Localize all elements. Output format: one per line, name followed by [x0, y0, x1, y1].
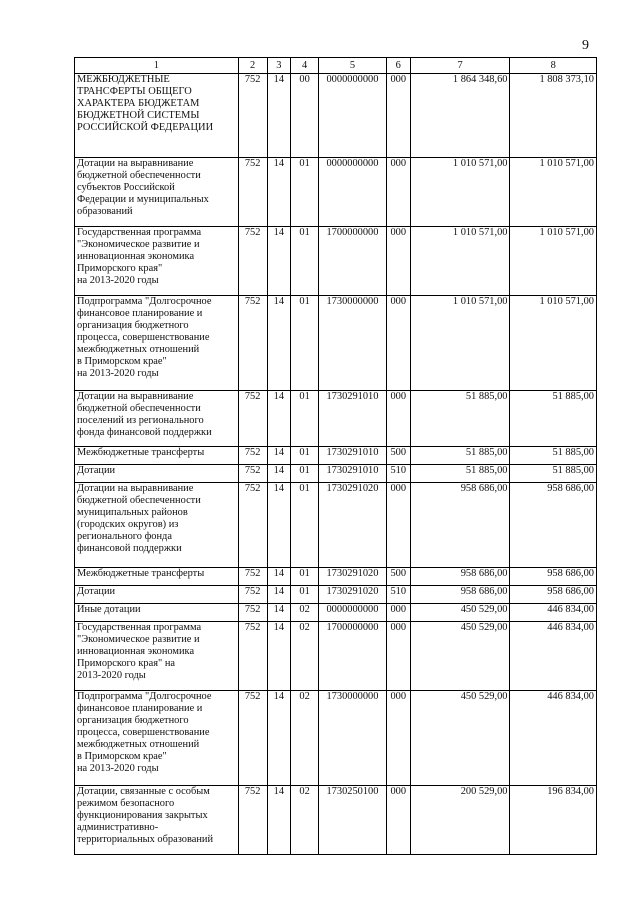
- column-header-2: 2: [238, 58, 267, 74]
- amount-year2-cell: 51 885,00: [510, 447, 597, 465]
- row-name-line: МЕЖБЮДЖЕТНЫЕ: [77, 74, 170, 85]
- section-code-cell: 14: [267, 604, 291, 622]
- row-name-line: Приморского края": [77, 263, 163, 274]
- subsection-code-cell: 01: [291, 586, 319, 604]
- admin-code-cell: 752: [238, 465, 267, 483]
- row-name-line: Межбюджетные трансферты: [77, 447, 205, 458]
- subsection-code-cell: 01: [291, 568, 319, 586]
- row-name-line: Дотации на выравнивание: [77, 158, 194, 169]
- row-name-line: ТРАНСФЕРТЫ ОБЩЕГО: [77, 86, 192, 97]
- column-number-row: [75, 58, 597, 74]
- section-code-cell: 14: [267, 465, 291, 483]
- table-row: [75, 786, 597, 855]
- page-number: 9: [582, 38, 589, 53]
- target-code-cell: 0000000000: [319, 74, 387, 158]
- target-code-cell: 1700000000: [319, 227, 387, 296]
- target-code-cell: 1730000000: [319, 691, 387, 786]
- subsection-code-cell: 01: [291, 227, 319, 296]
- amount-year2-cell: 51 885,00: [510, 465, 597, 483]
- section-code-cell: 14: [267, 227, 291, 296]
- section-code-cell: 14: [267, 568, 291, 586]
- row-name-line: муниципальных районов: [77, 507, 188, 518]
- row-name-line: Государственная программа: [77, 227, 202, 238]
- admin-code-cell: 752: [238, 568, 267, 586]
- row-name-line: на 2013-2020 годы: [77, 763, 159, 774]
- row-name-line: бюджетной обеспеченности: [77, 170, 201, 181]
- amount-year2-cell: 958 686,00: [510, 568, 597, 586]
- row-name-line: бюджетной обеспеченности: [77, 495, 201, 506]
- row-name-line: 2013-2020 годы: [77, 670, 146, 681]
- table-row: [75, 227, 597, 296]
- amount-year2-cell: 958 686,00: [510, 586, 597, 604]
- expense-type-cell: 000: [386, 622, 410, 691]
- column-header-8: 8: [510, 58, 597, 74]
- subsection-code-cell: 01: [291, 483, 319, 568]
- row-name-line: в Приморском крае": [77, 751, 167, 762]
- target-code-cell: 0000000000: [319, 604, 387, 622]
- row-name-line: Межбюджетные трансферты: [77, 568, 205, 579]
- row-name-cell: [75, 74, 239, 158]
- expense-type-cell: 000: [386, 691, 410, 786]
- admin-code-cell: 752: [238, 296, 267, 391]
- table-row: [75, 604, 597, 622]
- target-code-cell: 1730000000: [319, 296, 387, 391]
- target-code-cell: 1730291010: [319, 465, 387, 483]
- row-name-line: РОССИЙСКОЙ ФЕДЕРАЦИИ: [77, 122, 214, 133]
- amount-year2-cell: 1 808 373,10: [510, 74, 597, 158]
- expense-type-cell: 000: [386, 296, 410, 391]
- amount-year2-cell: 1 010 571,00: [510, 158, 597, 227]
- admin-code-cell: 752: [238, 447, 267, 465]
- target-code-cell: 1700000000: [319, 622, 387, 691]
- row-name-line: инновационная экономика: [77, 646, 195, 657]
- expense-type-cell: 510: [386, 465, 410, 483]
- amount-year2-cell: 958 686,00: [510, 483, 597, 568]
- row-name-line: субъектов Российской: [77, 182, 175, 193]
- column-header-3: 3: [267, 58, 291, 74]
- admin-code-cell: 752: [238, 227, 267, 296]
- table-row: [75, 465, 597, 483]
- column-header-1: 1: [75, 58, 239, 74]
- row-name-line: межбюджетных отношений: [77, 739, 200, 750]
- target-code-cell: 1730250100: [319, 786, 387, 855]
- table-row: [75, 296, 597, 391]
- budget-table: [74, 57, 597, 855]
- row-name-cell: [75, 391, 239, 447]
- row-name-cell: [75, 483, 239, 568]
- expense-type-cell: 000: [386, 74, 410, 158]
- row-name-line: процесса, совершенствование: [77, 332, 210, 343]
- amount-year1-cell: 51 885,00: [410, 465, 510, 483]
- row-name-line: Приморского края" на: [77, 658, 175, 669]
- subsection-code-cell: 02: [291, 604, 319, 622]
- row-name-cell: [75, 622, 239, 691]
- section-code-cell: 14: [267, 586, 291, 604]
- table-row: [75, 158, 597, 227]
- amount-year1-cell: 958 686,00: [410, 586, 510, 604]
- target-code-cell: 1730291020: [319, 586, 387, 604]
- amount-year1-cell: 1 010 571,00: [410, 158, 510, 227]
- row-name-line: функционирования закрытых: [77, 810, 208, 821]
- expense-type-cell: 000: [386, 158, 410, 227]
- amount-year1-cell: 450 529,00: [410, 604, 510, 622]
- expense-type-cell: 000: [386, 391, 410, 447]
- column-header-4: 4: [291, 58, 319, 74]
- subsection-code-cell: 00: [291, 74, 319, 158]
- admin-code-cell: 752: [238, 786, 267, 855]
- row-name-line: (городских округов) из: [77, 519, 179, 530]
- admin-code-cell: 752: [238, 691, 267, 786]
- subsection-code-cell: 01: [291, 296, 319, 391]
- amount-year2-cell: 196 834,00: [510, 786, 597, 855]
- amount-year2-cell: 51 885,00: [510, 391, 597, 447]
- section-code-cell: 14: [267, 447, 291, 465]
- target-code-cell: 1730291010: [319, 391, 387, 447]
- column-header-7: 7: [410, 58, 510, 74]
- amount-year2-cell: 1 010 571,00: [510, 296, 597, 391]
- row-name-cell: [75, 227, 239, 296]
- target-code-cell: 1730291020: [319, 568, 387, 586]
- row-name-line: территориальных образований: [77, 834, 214, 845]
- row-name-line: Дотации, связанные с особым: [77, 786, 210, 797]
- amount-year2-cell: 446 834,00: [510, 691, 597, 786]
- amount-year1-cell: 450 529,00: [410, 622, 510, 691]
- row-name-line: Государственная программа: [77, 622, 202, 633]
- target-code-cell: 0000000000: [319, 158, 387, 227]
- row-name-line: Дотации: [77, 586, 116, 597]
- row-name-cell: [75, 691, 239, 786]
- row-name-line: финансовое планирование и: [77, 703, 203, 714]
- expense-type-cell: 000: [386, 227, 410, 296]
- admin-code-cell: 752: [238, 586, 267, 604]
- subsection-code-cell: 02: [291, 622, 319, 691]
- row-name-cell: [75, 586, 239, 604]
- row-name-line: фонда финансовой поддержки: [77, 427, 212, 438]
- row-name-line: административно-: [77, 822, 159, 833]
- row-name-line: поселений из регионального: [77, 415, 204, 426]
- row-name-line: межбюджетных отношений: [77, 344, 200, 355]
- section-code-cell: 14: [267, 74, 291, 158]
- admin-code-cell: 752: [238, 391, 267, 447]
- expense-type-cell: 500: [386, 447, 410, 465]
- row-name-line: Федерации и муниципальных: [77, 194, 209, 205]
- table-row: [75, 691, 597, 786]
- amount-year1-cell: 200 529,00: [410, 786, 510, 855]
- amount-year2-cell: 446 834,00: [510, 622, 597, 691]
- row-name-cell: [75, 465, 239, 483]
- row-name-line: Дотации на выравнивание: [77, 391, 194, 402]
- row-name-line: процесса, совершенствование: [77, 727, 210, 738]
- row-name-line: Дотации на выравнивание: [77, 483, 194, 494]
- row-name-cell: [75, 604, 239, 622]
- admin-code-cell: 752: [238, 483, 267, 568]
- section-code-cell: 14: [267, 786, 291, 855]
- row-name-line: "Экономическое развитие и: [77, 634, 200, 645]
- admin-code-cell: 752: [238, 604, 267, 622]
- subsection-code-cell: 01: [291, 447, 319, 465]
- row-name-line: организация бюджетного: [77, 715, 189, 726]
- section-code-cell: 14: [267, 622, 291, 691]
- target-code-cell: 1730291020: [319, 483, 387, 568]
- row-name-line: Подпрограмма "Долгосрочное: [77, 691, 212, 702]
- row-name-cell: [75, 158, 239, 227]
- amount-year1-cell: 51 885,00: [410, 447, 510, 465]
- section-code-cell: 14: [267, 691, 291, 786]
- row-name-line: на 2013-2020 годы: [77, 368, 159, 379]
- table-row: [75, 74, 597, 158]
- section-code-cell: 14: [267, 483, 291, 568]
- expense-type-cell: 510: [386, 586, 410, 604]
- row-name-cell: [75, 568, 239, 586]
- row-name-line: "Экономическое развитие и: [77, 239, 200, 250]
- section-code-cell: 14: [267, 296, 291, 391]
- section-code-cell: 14: [267, 391, 291, 447]
- table-row: [75, 568, 597, 586]
- subsection-code-cell: 02: [291, 786, 319, 855]
- table-row: [75, 447, 597, 465]
- amount-year1-cell: 1 864 348,60: [410, 74, 510, 158]
- table-row: [75, 622, 597, 691]
- table-row: [75, 483, 597, 568]
- admin-code-cell: 752: [238, 158, 267, 227]
- admin-code-cell: 752: [238, 74, 267, 158]
- expense-type-cell: 500: [386, 568, 410, 586]
- row-name-line: Дотации: [77, 465, 116, 476]
- amount-year1-cell: 51 885,00: [410, 391, 510, 447]
- amount-year2-cell: 1 010 571,00: [510, 227, 597, 296]
- row-name-line: финансовое планирование и: [77, 308, 203, 319]
- row-name-line: Иные дотации: [77, 604, 141, 615]
- row-name-cell: [75, 786, 239, 855]
- row-name-line: инновационная экономика: [77, 251, 195, 262]
- table-body: [75, 74, 597, 855]
- row-name-cell: [75, 296, 239, 391]
- admin-code-cell: 752: [238, 622, 267, 691]
- amount-year1-cell: 1 010 571,00: [410, 227, 510, 296]
- amount-year1-cell: 450 529,00: [410, 691, 510, 786]
- amount-year2-cell: 446 834,00: [510, 604, 597, 622]
- subsection-code-cell: 01: [291, 158, 319, 227]
- row-name-line: ХАРАКТЕРА БЮДЖЕТАМ: [77, 98, 200, 109]
- subsection-code-cell: 01: [291, 465, 319, 483]
- table-row: [75, 391, 597, 447]
- subsection-code-cell: 01: [291, 391, 319, 447]
- expense-type-cell: 000: [386, 604, 410, 622]
- target-code-cell: 1730291010: [319, 447, 387, 465]
- expense-type-cell: 000: [386, 786, 410, 855]
- expense-type-cell: 000: [386, 483, 410, 568]
- row-name-line: организация бюджетного: [77, 320, 189, 331]
- row-name-line: БЮДЖЕТНОЙ СИСТЕМЫ: [77, 110, 200, 121]
- row-name-cell: [75, 447, 239, 465]
- row-name-line: режимом безопасного: [77, 798, 175, 809]
- subsection-code-cell: 02: [291, 691, 319, 786]
- section-code-cell: 14: [267, 158, 291, 227]
- column-header-5: 5: [319, 58, 387, 74]
- row-name-line: бюджетной обеспеченности: [77, 403, 201, 414]
- row-name-line: образований: [77, 206, 133, 217]
- column-header-6: 6: [386, 58, 410, 74]
- row-name-line: регионального фонда: [77, 531, 172, 542]
- row-name-line: финансовой поддержки: [77, 543, 182, 554]
- row-name-line: Подпрограмма "Долгосрочное: [77, 296, 212, 307]
- amount-year1-cell: 958 686,00: [410, 568, 510, 586]
- amount-year1-cell: 958 686,00: [410, 483, 510, 568]
- row-name-line: в Приморском крае": [77, 356, 167, 367]
- amount-year1-cell: 1 010 571,00: [410, 296, 510, 391]
- table-row: [75, 586, 597, 604]
- row-name-line: на 2013-2020 годы: [77, 275, 159, 286]
